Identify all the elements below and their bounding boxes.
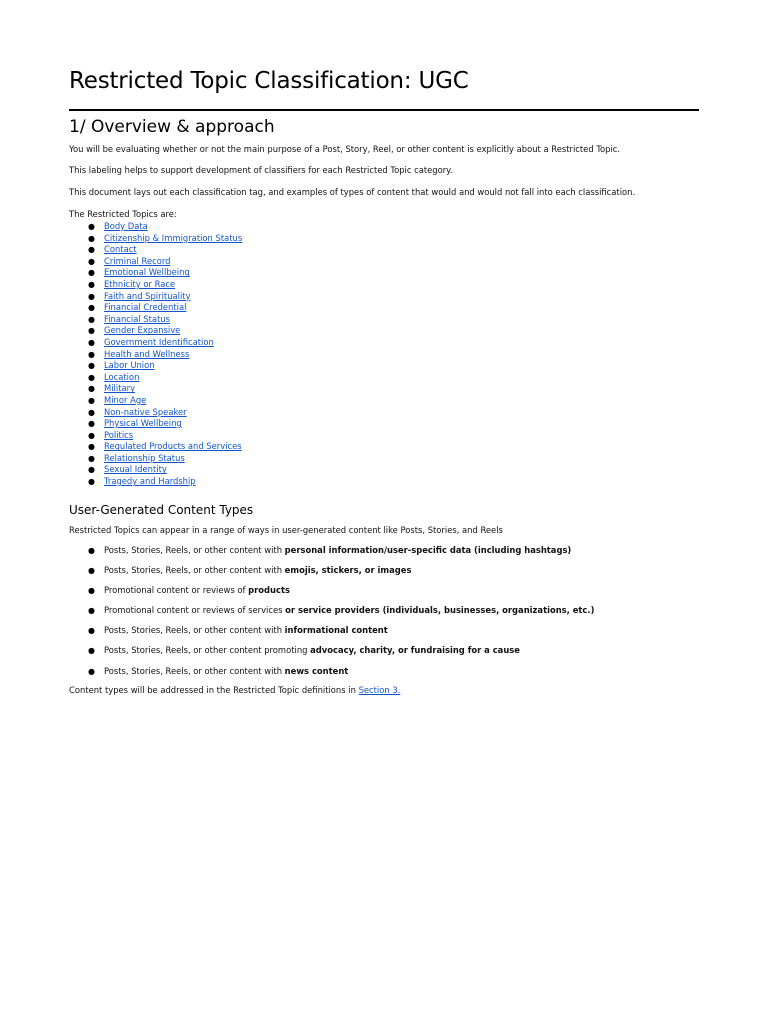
- bullet-icon: ●: [88, 606, 95, 616]
- content-type-emphasis: informational content: [284, 625, 388, 636]
- intro-paragraph-1: You will be evaluating whether or not the main purpose of a Post, Story, Reel, or other content is explicitly about a Restricted Topic.: [69, 144, 621, 154]
- topic-list-item: [69, 441, 242, 453]
- bullet-icon: ●: [88, 395, 95, 405]
- topic-list-item: [69, 302, 242, 314]
- topic-link[interactable]: Contact: [104, 244, 137, 255]
- topic-link[interactable]: Financial Status: [104, 313, 171, 324]
- topic-link[interactable]: Minor Age: [104, 394, 147, 405]
- topic-list-item: [69, 418, 242, 430]
- content-type-prefix: Posts, Stories, Reels, or other content promoting: [104, 645, 311, 656]
- bullet-icon: ●: [88, 477, 95, 487]
- content-type-emphasis: news content: [284, 665, 349, 676]
- topic-list-item: [69, 233, 242, 245]
- bullet-icon: ●: [88, 361, 95, 371]
- topic-link[interactable]: Ethnicity or Race: [104, 278, 176, 289]
- title-divider: [69, 109, 699, 111]
- topic-list-item: [69, 291, 242, 303]
- intro-paragraph-3: This document lays out each classification tag, and examples of types of content that would and would not fall into each classification.: [69, 187, 636, 197]
- bullet-icon: ●: [88, 245, 95, 255]
- ugc-intro: Restricted Topics can appear in a range of ways in user-generated content like Posts, Stories, and Reels: [69, 525, 503, 535]
- intro-paragraph-2: This labeling helps to support development of classifiers for each Restricted Topic category.: [69, 165, 453, 175]
- topic-list-item: [69, 395, 242, 407]
- topic-link[interactable]: Gender Expansive: [104, 325, 181, 336]
- restricted-topics-list: [69, 221, 242, 488]
- content-types-list: [69, 545, 594, 686]
- content-type-item: [69, 625, 594, 645]
- bullet-icon: ●: [88, 419, 95, 429]
- topic-list-item: [69, 267, 242, 279]
- content-type-prefix: Promotional content or reviews of: [104, 585, 249, 596]
- bullet-icon: ●: [88, 349, 95, 359]
- topic-list-item: [69, 256, 242, 268]
- topic-link[interactable]: Emotional Wellbeing: [104, 267, 190, 278]
- bullet-icon: ●: [88, 372, 95, 382]
- topic-link[interactable]: Government Identification: [104, 336, 214, 347]
- content-type-item: [69, 545, 594, 565]
- topic-link[interactable]: Faith and Spirituality: [104, 290, 191, 301]
- topic-list-item: [69, 464, 242, 476]
- topic-list-item: [69, 476, 242, 488]
- content-type-item: [69, 666, 594, 686]
- topic-list-item: [69, 430, 242, 442]
- bullet-icon: ●: [88, 326, 95, 336]
- content-type-prefix: Posts, Stories, Reels, or other content with: [104, 545, 285, 555]
- bullet-icon: ●: [88, 566, 95, 576]
- topics-intro: The Restricted Topics are:: [69, 209, 177, 219]
- topic-link[interactable]: Citizenship & Immigration Status: [104, 232, 243, 243]
- content-type-prefix: Promotional content or reviews of services: [104, 605, 286, 616]
- bullet-icon: ●: [88, 465, 95, 475]
- topic-list-item: [69, 244, 242, 256]
- section-3-link[interactable]: Section 3.: [358, 685, 401, 695]
- content-type-item: [69, 605, 594, 625]
- topic-list-item: [69, 325, 242, 337]
- topic-list-item: [69, 221, 242, 233]
- topic-list-item: [69, 360, 242, 372]
- topic-link[interactable]: Regulated Products and Services: [104, 441, 242, 452]
- bullet-icon: ●: [88, 222, 95, 231]
- topic-link[interactable]: Physical Wellbeing: [104, 418, 182, 429]
- topic-link[interactable]: Location: [104, 371, 140, 382]
- topic-list-item: [69, 372, 242, 384]
- closing-text: Content types will be addressed in the Restricted Topic definitions in: [69, 685, 359, 695]
- section-heading: 1/ Overview & approach: [69, 117, 275, 137]
- topic-link[interactable]: Financial Credential: [104, 302, 187, 313]
- topic-link[interactable]: Military: [104, 383, 136, 394]
- content-type-emphasis: products: [248, 585, 290, 596]
- topic-list-item: [69, 279, 242, 291]
- bullet-icon: ●: [88, 384, 95, 394]
- content-type-prefix: Posts, Stories, Reels, or other content with: [104, 625, 285, 636]
- topic-list-item: [69, 349, 242, 361]
- content-type-emphasis: emojis, stickers, or images: [284, 565, 412, 576]
- ugc-heading: User-Generated Content Types: [69, 503, 254, 517]
- topic-link[interactable]: Politics: [104, 429, 134, 440]
- bullet-icon: ●: [88, 666, 95, 676]
- content-type-emphasis: or service providers (individuals, businesses, organizations, etc.): [285, 605, 595, 616]
- bullet-icon: ●: [88, 303, 95, 313]
- content-type-item: [69, 645, 594, 665]
- closing-paragraph: [69, 685, 400, 696]
- bullet-icon: ●: [88, 626, 95, 636]
- topic-link[interactable]: Criminal Record: [104, 255, 171, 266]
- content-type-emphasis: personal information/user-specific data (including hashtags): [284, 545, 572, 555]
- topic-list-item: [69, 407, 242, 419]
- content-type-emphasis: advocacy, charity, or fundraising for a cause: [310, 645, 520, 656]
- topic-link[interactable]: Relationship Status: [104, 452, 185, 463]
- topic-link[interactable]: Sexual Identity: [104, 464, 167, 475]
- content-type-item: [69, 585, 594, 605]
- topic-link[interactable]: Health and Wellness: [104, 348, 190, 359]
- bullet-icon: ●: [88, 291, 95, 301]
- content-type-item: [69, 565, 594, 585]
- content-type-prefix: Posts, Stories, Reels, or other content with: [104, 665, 285, 676]
- bullet-icon: ●: [88, 407, 95, 417]
- topic-link[interactable]: Body Data: [104, 221, 148, 231]
- topic-link[interactable]: Labor Union: [104, 360, 155, 371]
- topic-list-item: [69, 314, 242, 326]
- bullet-icon: ●: [88, 430, 95, 440]
- bullet-icon: ●: [88, 256, 95, 266]
- bullet-icon: ●: [88, 268, 95, 278]
- topic-list-item: [69, 453, 242, 465]
- document-title: Restricted Topic Classification: UGC: [69, 68, 469, 94]
- bullet-icon: ●: [88, 646, 95, 656]
- bullet-icon: ●: [88, 337, 95, 347]
- bullet-icon: ●: [88, 279, 95, 289]
- topic-list-item: [69, 383, 242, 395]
- bullet-icon: ●: [88, 233, 95, 243]
- bullet-icon: ●: [88, 453, 95, 463]
- topic-link[interactable]: Tragedy and Hardship: [104, 476, 196, 487]
- bullet-icon: ●: [88, 586, 95, 596]
- topic-link[interactable]: Non-native Speaker: [104, 406, 187, 417]
- content-type-prefix: Posts, Stories, Reels, or other content with: [104, 565, 285, 576]
- bullet-icon: ●: [88, 442, 95, 452]
- bullet-icon: ●: [88, 546, 95, 555]
- topic-list-item: [69, 337, 242, 349]
- bullet-icon: ●: [88, 314, 95, 324]
